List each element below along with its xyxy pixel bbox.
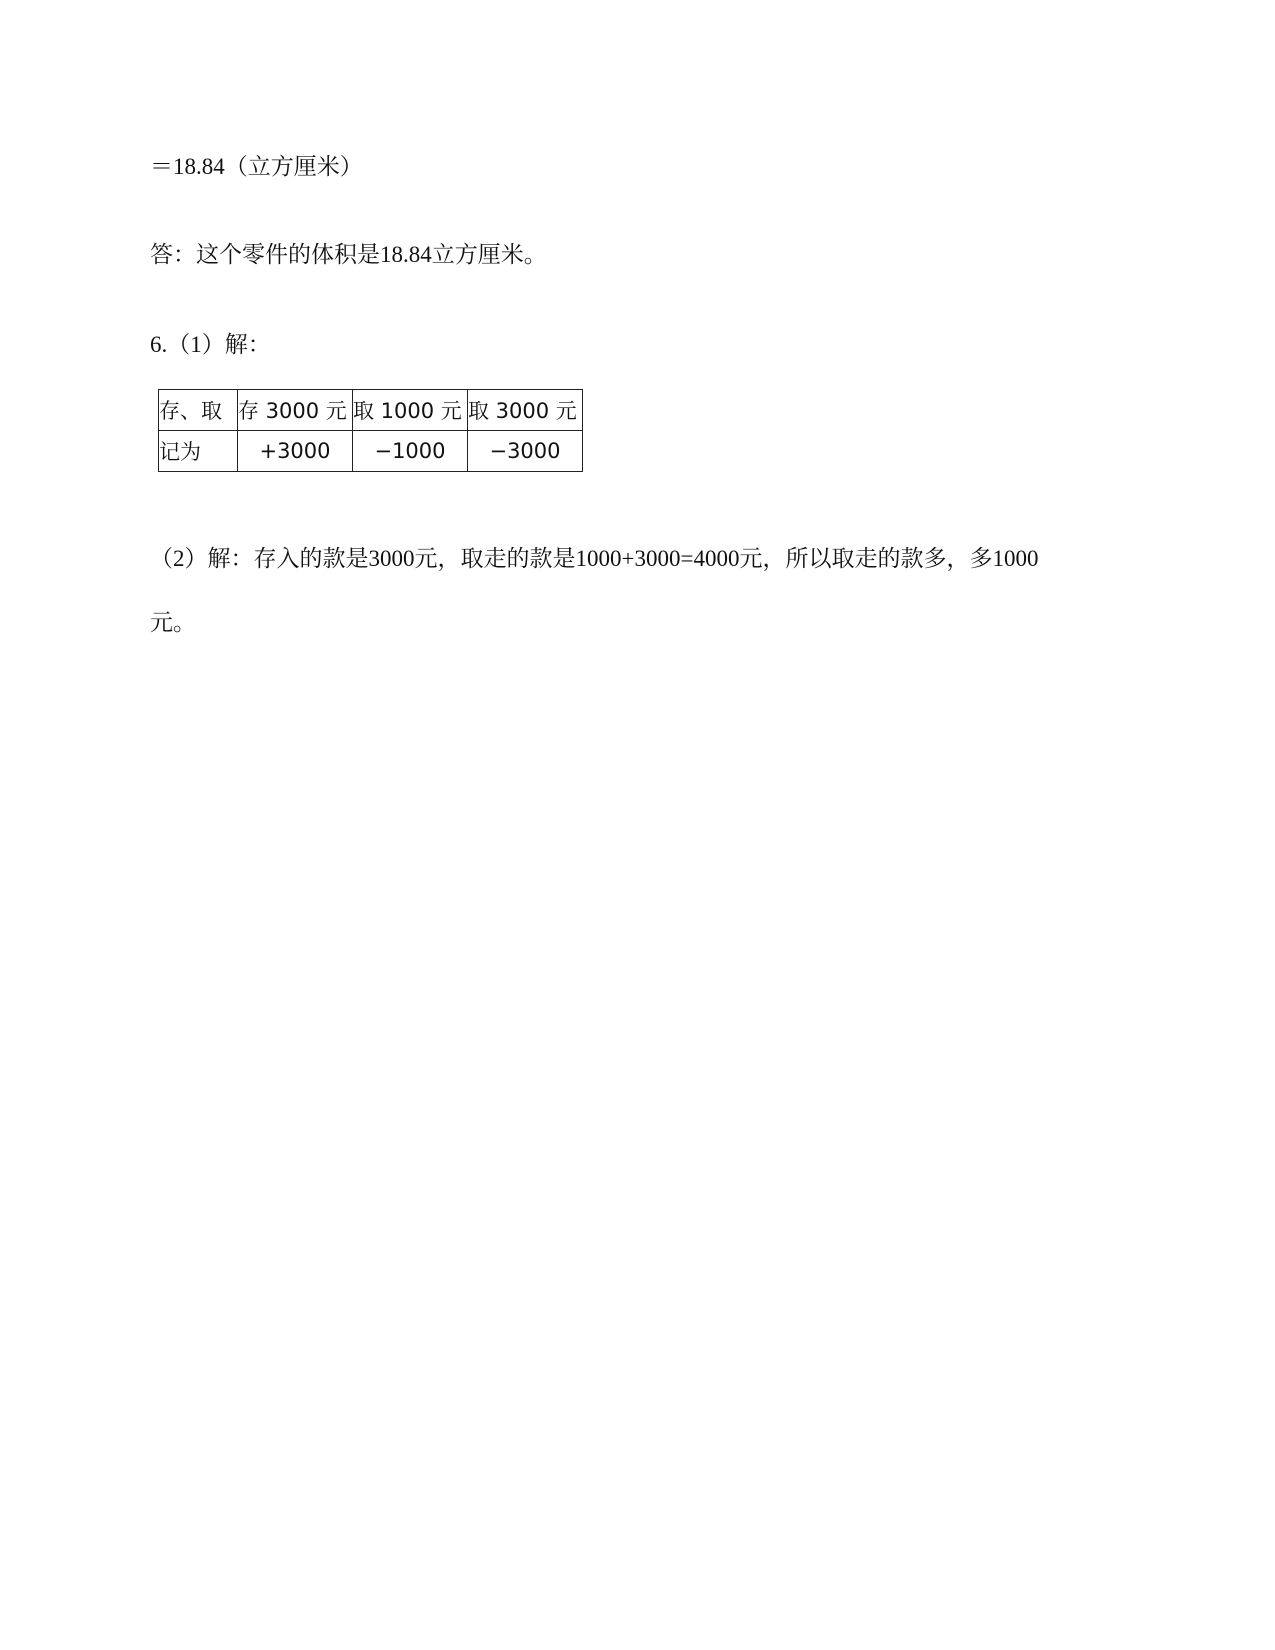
table-header-cell: 取 3000 元: [468, 390, 583, 431]
table-header-cell: 存、取: [159, 390, 238, 431]
question-6-part-2-line-2: 元。: [150, 610, 196, 635]
table-header-row: [159, 390, 583, 431]
table-cell: +3000: [238, 431, 353, 472]
question-6-part-2-line-1: （2）解：存入的款是3000元，取走的款是1000+3000=4000元，所以取走的款多，多1000: [150, 546, 1039, 571]
table-cell: 记为: [159, 431, 238, 472]
table-cell: −1000: [353, 431, 468, 472]
table-row: [159, 431, 583, 472]
volume-answer-line: 答：这个零件的体积是18.84立方厘米。: [150, 242, 547, 267]
question-6-part-1-heading: 6.（1）解：: [150, 332, 271, 357]
volume-result-line: ＝18.84（立方厘米）: [150, 154, 363, 179]
table-header-cell: 取 1000 元: [353, 390, 468, 431]
table-header-cell: 存 3000 元: [238, 390, 353, 431]
table-cell: −3000: [468, 431, 583, 472]
deposit-withdrawal-table: [158, 389, 583, 472]
